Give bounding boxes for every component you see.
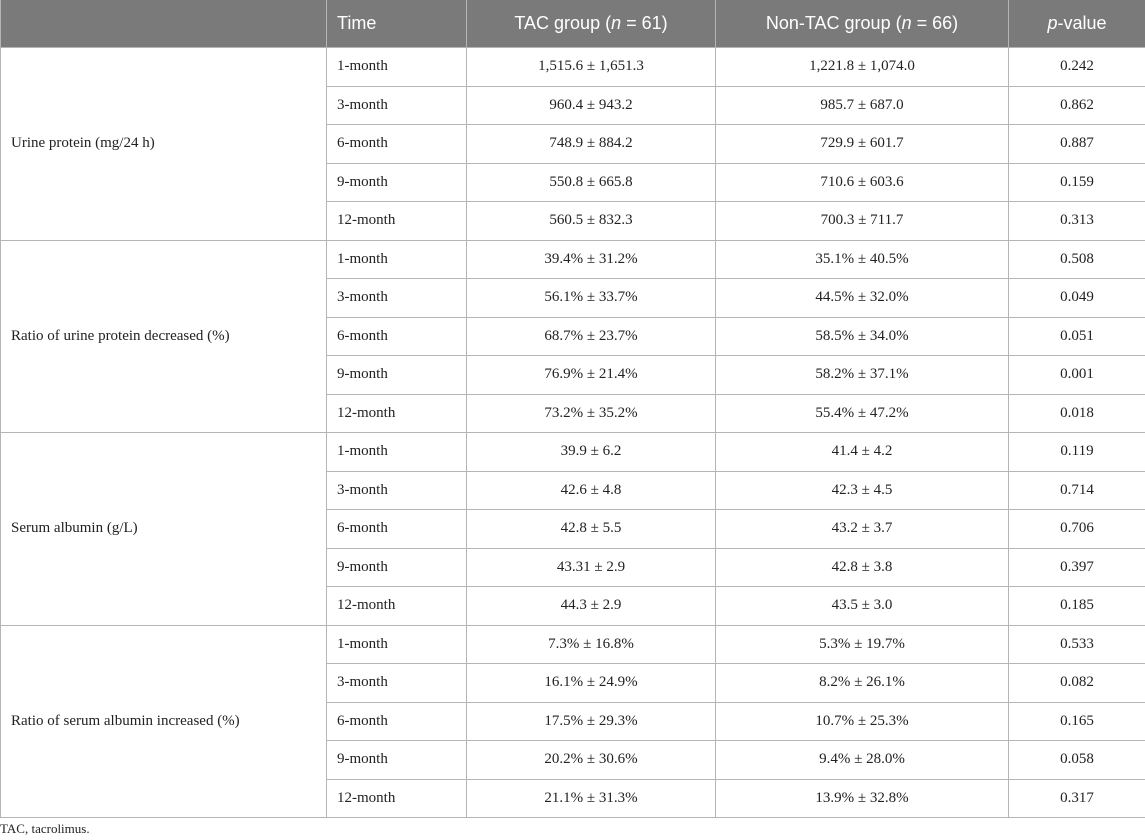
nontac-value-cell: 43.5 ± 3.0 [716, 587, 1009, 626]
time-cell: 3-month [327, 664, 467, 703]
p-value-cell: 0.185 [1009, 587, 1145, 626]
time-cell: 9-month [327, 163, 467, 202]
p-value-cell: 0.317 [1009, 779, 1145, 818]
nontac-value-cell: 13.9% ± 32.8% [716, 779, 1009, 818]
group-label: Urine protein (mg/24 h) [1, 48, 327, 241]
p-value-cell: 0.049 [1009, 279, 1145, 318]
p-value-cell: 0.119 [1009, 433, 1145, 472]
p-value-cell: 0.313 [1009, 202, 1145, 241]
header-tac-suffix: = 61) [621, 13, 668, 33]
p-value-cell: 0.397 [1009, 548, 1145, 587]
time-cell: 6-month [327, 125, 467, 164]
tac-value-cell: 76.9% ± 21.4% [467, 356, 716, 395]
tac-value-cell: 39.4% ± 31.2% [467, 240, 716, 279]
time-cell: 12-month [327, 587, 467, 626]
header-tac-n: n [611, 13, 622, 33]
time-cell: 3-month [327, 279, 467, 318]
header-tac-group [467, 0, 716, 48]
nontac-value-cell: 58.2% ± 37.1% [716, 356, 1009, 395]
time-cell: 12-month [327, 202, 467, 241]
p-value-cell: 0.533 [1009, 625, 1145, 664]
time-cell: 9-month [327, 356, 467, 395]
table-row [1, 625, 1145, 664]
tac-value-cell: 20.2% ± 30.6% [467, 741, 716, 780]
time-cell: 3-month [327, 471, 467, 510]
nontac-value-cell: 43.2 ± 3.7 [716, 510, 1009, 549]
table-row [1, 48, 1145, 87]
p-value-cell: 0.887 [1009, 125, 1145, 164]
p-value-cell: 0.862 [1009, 86, 1145, 125]
nontac-value-cell: 5.3% ± 19.7% [716, 625, 1009, 664]
header-row [1, 0, 1145, 48]
tac-value-cell: 1,515.6 ± 1,651.3 [467, 48, 716, 87]
tac-value-cell: 7.3% ± 16.8% [467, 625, 716, 664]
header-p-suffix: -value [1057, 13, 1107, 33]
tac-value-cell: 42.8 ± 5.5 [467, 510, 716, 549]
tac-value-cell: 42.6 ± 4.8 [467, 471, 716, 510]
tac-value-cell: 68.7% ± 23.7% [467, 317, 716, 356]
time-cell: 9-month [327, 741, 467, 780]
p-value-cell: 0.159 [1009, 163, 1145, 202]
table-footnote: TAC, tacrolimus. [0, 821, 90, 836]
header-blank [1, 0, 327, 48]
tac-value-cell: 43.31 ± 2.9 [467, 548, 716, 587]
p-value-cell: 0.018 [1009, 394, 1145, 433]
nontac-value-cell: 8.2% ± 26.1% [716, 664, 1009, 703]
header-p-italic: p [1047, 13, 1058, 33]
tac-value-cell: 960.4 ± 943.2 [467, 86, 716, 125]
header-nontac-suffix: = 66) [911, 13, 959, 33]
nontac-value-cell: 55.4% ± 47.2% [716, 394, 1009, 433]
nontac-value-cell: 44.5% ± 32.0% [716, 279, 1009, 318]
tac-value-cell: 56.1% ± 33.7% [467, 279, 716, 318]
time-cell: 12-month [327, 779, 467, 818]
nontac-value-cell: 985.7 ± 687.0 [716, 86, 1009, 125]
time-cell: 1-month [327, 625, 467, 664]
table-body [1, 48, 1145, 818]
time-cell: 9-month [327, 548, 467, 587]
nontac-value-cell: 729.9 ± 601.7 [716, 125, 1009, 164]
group-label: Ratio of serum albumin increased (%) [1, 625, 327, 818]
header-time: Time [327, 0, 467, 48]
p-value-cell: 0.082 [1009, 664, 1145, 703]
nontac-value-cell: 700.3 ± 711.7 [716, 202, 1009, 241]
p-value-cell: 0.058 [1009, 741, 1145, 780]
time-cell: 6-month [327, 317, 467, 356]
nontac-value-cell: 58.5% ± 34.0% [716, 317, 1009, 356]
p-value-cell: 0.051 [1009, 317, 1145, 356]
time-cell: 6-month [327, 702, 467, 741]
header-nontac-prefix: Non-TAC group ( [765, 13, 902, 33]
tac-value-cell: 21.1% ± 31.3% [467, 779, 716, 818]
nontac-value-cell: 41.4 ± 4.2 [716, 433, 1009, 472]
tac-value-cell: 39.9 ± 6.2 [467, 433, 716, 472]
tac-value-cell: 44.3 ± 2.9 [467, 587, 716, 626]
p-value-cell: 0.714 [1009, 471, 1145, 510]
time-cell: 1-month [327, 240, 467, 279]
tac-value-cell: 73.2% ± 35.2% [467, 394, 716, 433]
header-p-value [1009, 0, 1145, 48]
nontac-value-cell: 710.6 ± 603.6 [716, 163, 1009, 202]
header-tac-prefix: TAC group ( [514, 13, 612, 33]
time-cell: 12-month [327, 394, 467, 433]
nontac-value-cell: 42.3 ± 4.5 [716, 471, 1009, 510]
time-cell: 1-month [327, 48, 467, 87]
p-value-cell: 0.165 [1009, 702, 1145, 741]
nontac-value-cell: 10.7% ± 25.3% [716, 702, 1009, 741]
tac-value-cell: 748.9 ± 884.2 [467, 125, 716, 164]
header-nontac-group [716, 0, 1009, 48]
time-cell: 3-month [327, 86, 467, 125]
p-value-cell: 0.706 [1009, 510, 1145, 549]
time-cell: 1-month [327, 433, 467, 472]
nontac-value-cell: 9.4% ± 28.0% [716, 741, 1009, 780]
nontac-value-cell: 35.1% ± 40.5% [716, 240, 1009, 279]
tac-value-cell: 560.5 ± 832.3 [467, 202, 716, 241]
header-nontac-n: n [901, 13, 912, 33]
tac-value-cell: 16.1% ± 24.9% [467, 664, 716, 703]
p-value-cell: 0.001 [1009, 356, 1145, 395]
nontac-value-cell: 42.8 ± 3.8 [716, 548, 1009, 587]
table-row [1, 240, 1145, 279]
group-label: Ratio of urine protein decreased (%) [1, 240, 327, 433]
tac-value-cell: 550.8 ± 665.8 [467, 163, 716, 202]
tac-value-cell: 17.5% ± 29.3% [467, 702, 716, 741]
table-row [1, 433, 1145, 472]
p-value-cell: 0.508 [1009, 240, 1145, 279]
time-cell: 6-month [327, 510, 467, 549]
group-label: Serum albumin (g/L) [1, 433, 327, 626]
p-value-cell: 0.242 [1009, 48, 1145, 87]
nontac-value-cell: 1,221.8 ± 1,074.0 [716, 48, 1009, 87]
